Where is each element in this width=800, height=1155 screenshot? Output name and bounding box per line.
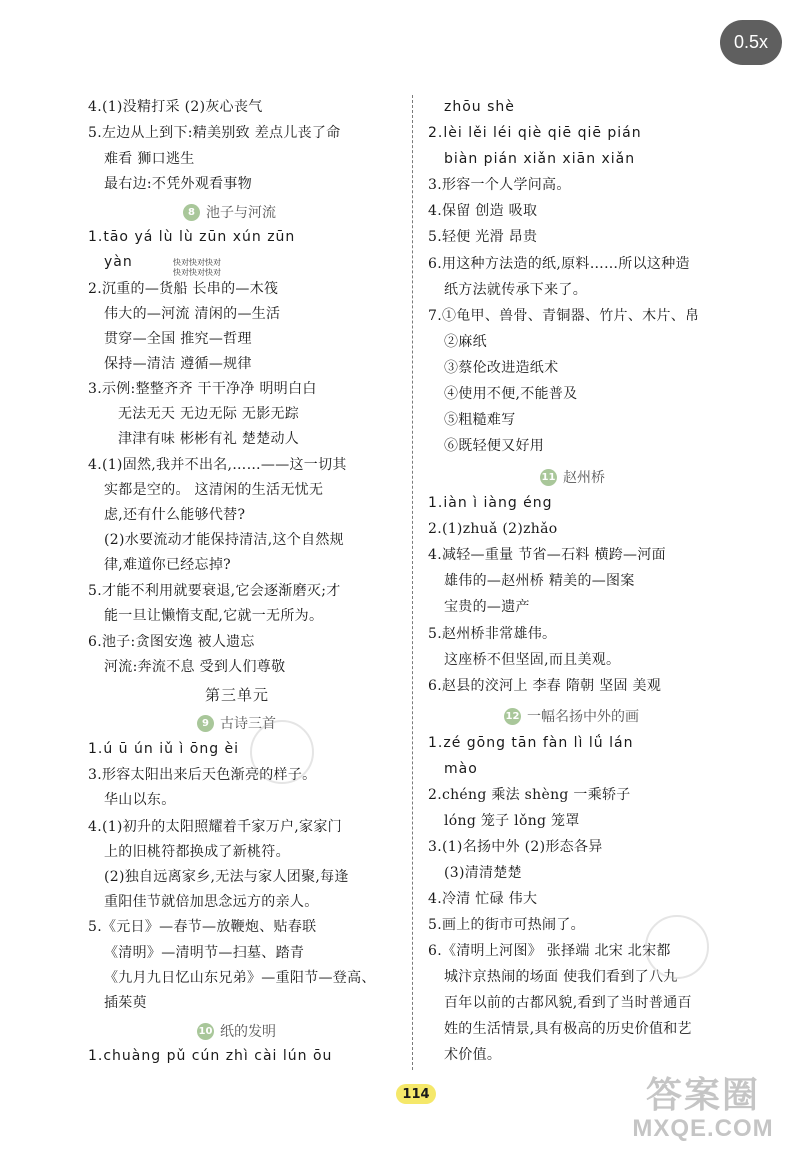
- watermark-text: 快对快对快对: [173, 258, 221, 267]
- answer-line: ⑤粗糙难写: [444, 412, 516, 428]
- answer-line: 这座桥不但坚固,而且美观。: [444, 652, 621, 668]
- answer-line: 重阳佳节就倍加思念远方的亲人。: [104, 894, 319, 910]
- answer-line: 华山以东。: [104, 792, 176, 808]
- pinyin-line: yàn: [104, 254, 133, 270]
- answer-line: 4.减轻—重量 节省—石料 横跨—河面: [428, 547, 666, 563]
- section-heading-11: [540, 467, 605, 487]
- page-number: 114: [396, 1084, 436, 1104]
- answer-line: 河流:奔流不息 受到人们尊敬: [104, 659, 286, 675]
- section-number-badge: 12: [504, 708, 521, 725]
- answer-line: 5.轻便 光滑 昂贵: [428, 229, 538, 245]
- answer-line: ④使用不便,不能普及: [444, 386, 578, 402]
- unit-heading: 第三单元: [205, 686, 270, 704]
- section-number-badge: 11: [540, 469, 557, 486]
- column-divider: [412, 95, 413, 1070]
- answer-line: 贯穿—全国 推究—哲理: [104, 331, 252, 347]
- answer-line: 伟大的—河流 清闲的—生活: [104, 306, 281, 322]
- pinyin-line: 1.tāo yá lù lù zūn xún zūn: [88, 229, 296, 245]
- answer-line: 4.(1)初升的太阳照耀着千家万户,家家门: [88, 819, 342, 835]
- answer-line: 6.《清明上河图》 张择端 北宋 北宋都: [428, 943, 671, 959]
- watermark-stamp-icon: [645, 915, 709, 979]
- answer-line: 城汴京热闹的场面 使我们看到了八九: [444, 969, 678, 985]
- pinyin-line: 1.zé gōng tān fàn lì lǘ lán: [428, 735, 634, 751]
- section-heading-12: [504, 706, 639, 726]
- section-title: 池子与河流: [206, 205, 276, 221]
- answer-line: 4.(1)固然,我并不出名,……——这一切其: [88, 457, 347, 473]
- answer-line: 能一旦让懒惰支配,它就一无所为。: [104, 608, 324, 624]
- answer-line: 6.赵县的洨河上 李春 隋朝 坚固 美观: [428, 678, 662, 694]
- answer-line: 3.(1)名扬中外 (2)形态各异: [428, 839, 603, 855]
- answer-line: 保持—清洁 遵循—规律: [104, 356, 252, 372]
- answer-line: 2.沉重的—货船 长串的—木筏: [88, 281, 279, 297]
- answer-line: 《九月九日忆山东兄弟》—重阳节—登高、: [104, 970, 376, 986]
- section-heading-8: [183, 202, 276, 222]
- answer-line: 3.形容一个人学问高。: [428, 177, 571, 193]
- answer-line: 宝贵的—遗产: [444, 599, 530, 615]
- pinyin-line: zhōu shè: [444, 99, 515, 115]
- section-number-badge: 10: [197, 1023, 214, 1040]
- pinyin-line: 1.chuàng pǔ cún zhì cài lún ōu: [88, 1048, 333, 1064]
- answer-line: 5.左边从上到下:精美别致 差点儿丧了命: [88, 125, 341, 141]
- answer-line: 上的旧桃符都换成了新桃符。: [104, 844, 290, 860]
- answer-line: 4.冷清 忙碌 伟大: [428, 891, 538, 907]
- watermark-stamp-icon: [250, 720, 314, 784]
- answer-line: 插茱萸: [104, 995, 147, 1011]
- answer-line: 百年以前的古都风貌,看到了当时普通百: [444, 995, 692, 1011]
- section-title: 纸的发明: [220, 1024, 276, 1040]
- answer-line: ③蔡伦改进造纸术: [444, 360, 559, 376]
- playback-speed-badge[interactable]: 0.5x: [720, 20, 782, 65]
- pinyin-line: 1.iàn ì iàng éng: [428, 495, 553, 511]
- answer-line: 5.才能不利用就要衰退,它会逐渐磨灭;才: [88, 583, 341, 599]
- answer-line: 律,难道你已经忘掉?: [104, 557, 231, 573]
- answer-line: 3.示例:整整齐齐 干干净净 明明白白: [88, 381, 317, 397]
- answer-line: ②麻纸: [444, 334, 487, 350]
- answer-line: 2.chéng 乘法 shèng 一乘轿子: [428, 787, 631, 803]
- answer-line: 6.用这种方法造的纸,原料……所以这种造: [428, 256, 690, 272]
- answer-line: ⑥既轻便又好用: [444, 438, 545, 454]
- answer-line: 最右边:不凭外观看事物: [104, 176, 253, 192]
- answer-line: 4.保留 创造 吸取: [428, 203, 538, 219]
- answer-line: 津津有味 彬彬有礼 楚楚动人: [118, 431, 300, 447]
- pinyin-line: biàn pián xiǎn xiān xiǎn: [444, 151, 636, 167]
- watermark-url: MXQE.COM: [632, 1115, 774, 1142]
- pinyin-line: 1.ú ū ún iǔ ì ōng èi: [88, 741, 240, 757]
- watermark-text: 快对快对快对: [173, 268, 221, 277]
- pinyin-line: mào: [444, 761, 478, 777]
- answer-line: 雄伟的—赵州桥 精美的—图案: [444, 573, 635, 589]
- answer-line: 3.形容太阳出来后天色渐亮的样子。: [88, 767, 317, 783]
- section-number-badge: 8: [183, 204, 200, 221]
- answer-line: 2.(1)zhuǎ (2)zhǎo: [428, 521, 558, 537]
- answer-line: 5.画上的街市可热闹了。: [428, 917, 585, 933]
- pinyin-line: 2.lèi lěi léi qiè qiē qiē pián: [428, 125, 642, 141]
- answer-line: (2)水要流动才能保持清洁,这个自然规: [104, 532, 344, 548]
- answer-line: 5.《元日》—春节—放鞭炮、贴春联: [88, 919, 317, 935]
- answer-line: 姓的生活情景,具有极高的历史价值和艺: [444, 1021, 692, 1037]
- section-title: 赵州桥: [563, 470, 605, 486]
- answer-line: 纸方法就传承下来了。: [444, 282, 587, 298]
- answer-line: 6.池子:贪图安逸 被人遗忘: [88, 634, 255, 650]
- answer-line: (2)独自远离家乡,无法与家人团聚,每逢: [104, 869, 349, 885]
- answer-line: 难看 狮口逃生: [104, 151, 195, 167]
- section-number-badge: 9: [197, 715, 214, 732]
- answer-line: (3)清清楚楚: [444, 865, 522, 881]
- watermark-logo-text: 答案圈: [645, 1074, 760, 1115]
- answer-line: 无法无天 无边无际 无影无踪: [118, 406, 300, 422]
- answer-line: 5.赵州桥非常雄伟。: [428, 626, 557, 642]
- section-title: 一幅名扬中外的画: [527, 709, 639, 725]
- answer-line: 4.(1)没精打采 (2)灰心丧气: [88, 99, 263, 115]
- site-watermark: [618, 1075, 788, 1147]
- answer-line: lóng 笼子 lǒng 笼罩: [444, 813, 580, 829]
- section-title: 古诗三首: [220, 716, 276, 732]
- answer-line: 7.①龟甲、兽骨、青铜器、竹片、木片、帛: [428, 308, 700, 324]
- answer-line: 术价值。: [444, 1047, 502, 1063]
- answer-line: 虑,还有什么能够代替?: [104, 507, 246, 523]
- answer-line: 实都是空的。 这清闲的生活无忧无: [104, 482, 324, 498]
- answer-line: 《清明》—清明节—扫墓、踏青: [104, 945, 305, 961]
- section-heading-10: [197, 1021, 276, 1041]
